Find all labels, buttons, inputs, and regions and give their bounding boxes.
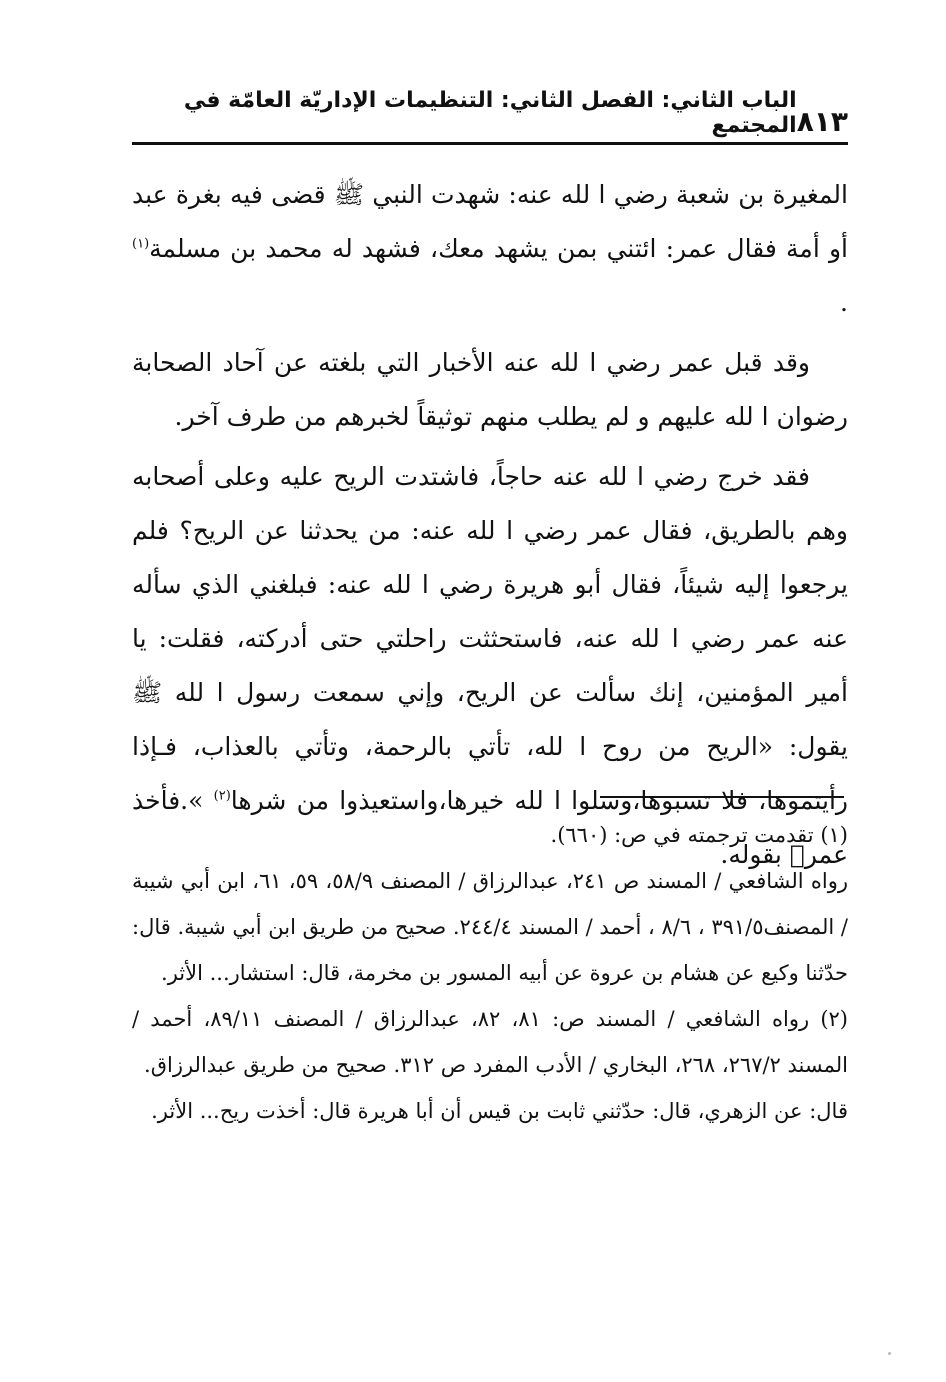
paragraph-3-end: ».فأخذ عمر﷛ بقوله. [132,786,848,869]
page-number: ٨١٣ [796,105,848,138]
scan-speck [888,1352,891,1355]
footnotes [132,812,848,1134]
paragraph-1-end: . [840,288,848,317]
footnote-1-body: رواه الشافعي / المسند ص ٢٤١، عبدالرزاق / المصنف ٥٨/٩، ٥٩، ٦١، ابن أبي شيبة / المصنف٣٩١/٥ ، ٨/٦ ، أحمد / المسند ٢٤٤/٤. صحيح من طريق ابن أبي شيبة. قال: حدّثنا وكيع عن هشام بن عروة عن أبيه المسور بن مخرمة، قال: استشار... الأثر. [132,869,849,985]
page-header [132,88,848,138]
footnote-separator [600,796,844,798]
paragraph-3-text: فقد خرج رضي ا لله عنه حاجاً، فاشتدت الريح عليه وعلى أصحابه وهم بالطريق، فقال عمر رضي ا لله عنه: من يحدثنا عن الريح؟ فلم يرجعوا إليه شيئاً، فقال أبو هريرة رضي ا لله عنه: فبلغني الذي سأله عنه عمر رضي ا لله عنه، فاستحثثت راحلتي حتى أدركته، فقلت: يا أمير المؤمنين، إنك سألت عن الريح، وإني سمعت رسول ا لله ﷺ يقول: «الريح من روح ا لله، تأتي بالرحمة، وتأتي بالعذاب، فـإذا رأيتموها، فلا تسبوها،وسلوا ا لله خيرها،واستعيذوا من شرها [132,462,848,815]
paragraph-1 [132,168,848,330]
header-rule [132,142,848,145]
footnote-ref-1: (١) [132,236,150,252]
paragraph-2: وقد قبل عمر رضي ا لله عنه الأخبار التي بلغته عن آحاد الصحابة رضوان ا لله عليهم و لم يطلب منهم توثيقاً لخبرهم من طرف آخر. [132,348,848,431]
paragraph-1-text: المغيرة بن شعبة رضي ا لله عنه: شهدت النبي ﷺ قضى فيه بغرة عبد أو أمة فقال عمر: ائتني بمن يشهد معك، فشهد له محمد بن مسلمة [132,180,848,263]
main-text [132,168,848,888]
footnote-2-continuation: قال: عن الزهري، قال: حدّثني ثابت بن قيس أن أبا هريرة قال: أخذت ريح... الأثر. [151,1099,848,1123]
footnote-1-heading: (١) تقدمت ترجمته في ص: (٦٦٠). [550,823,848,847]
running-title: الباب الثاني: الفصل الثاني: التنظيمات الإداريّة العامّة في المجتمع [183,88,797,138]
footnote-ref-2: (٢) [213,788,231,804]
footnote-2-body: (٢) رواه الشافعي / المسند ص: ٨١، ٨٢، عبدالرزاق / المصنف ٨٩/١١، أحمد / المسند ٢٦٧/٢، ٢٦٨، البخاري / الأدب المفرد ص ٣١٢. صحيح من طريق عبدالرزاق. [132,1007,848,1077]
